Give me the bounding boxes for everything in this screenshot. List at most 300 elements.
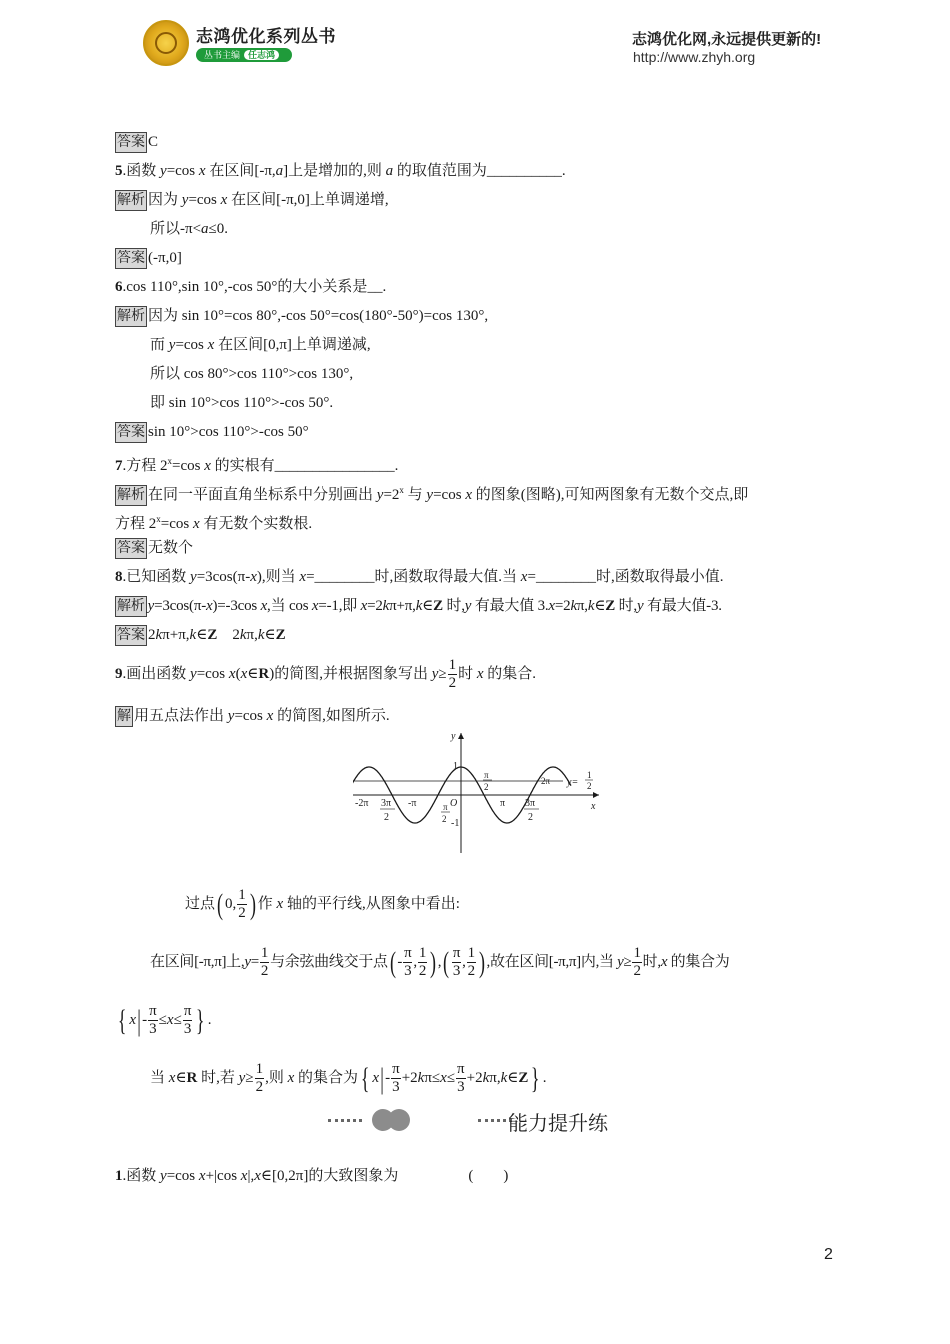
var-k: k xyxy=(189,627,197,643)
q5-analysis-text: 因为 xyxy=(148,192,182,208)
q7-text: .方程 2 xyxy=(122,458,168,474)
q6-number: 6 xyxy=(115,279,123,295)
numerator: 1 xyxy=(633,945,641,962)
var-k: k xyxy=(417,1070,425,1086)
q7-text: 的实根有 xyxy=(210,458,275,474)
q9-text: ≥ xyxy=(438,666,447,682)
q9-solution-text: ∈ xyxy=(175,1070,187,1086)
dots-decoration xyxy=(328,1119,362,1122)
q7-analysis-text: 有无数个实数根. xyxy=(199,516,313,532)
numerator: π xyxy=(452,945,461,962)
x-tick-neg-pi-over-2-num: π xyxy=(443,802,448,812)
x-tick-neg-pi: -π xyxy=(408,798,417,809)
q9-solution-text: ,则 xyxy=(265,1070,288,1086)
brace-right: } xyxy=(531,1061,540,1095)
y-axis-arrow-icon xyxy=(458,733,464,739)
q7-number: 7 xyxy=(115,458,123,474)
superscript-x: x xyxy=(167,456,173,466)
q8-analysis-text: π, xyxy=(576,598,588,614)
document-body xyxy=(115,128,835,1107)
q9-solution-text: 与余弦曲线交于点 xyxy=(270,954,388,970)
q5-analysis-text: =cos xyxy=(188,192,221,208)
var-y: y xyxy=(168,337,176,353)
q8-analysis-text: )=-3cos xyxy=(212,598,261,614)
q9-text: ( xyxy=(235,666,241,682)
numerator: 1 xyxy=(418,945,427,962)
q7-analysis-line xyxy=(115,505,835,534)
denominator: 2 xyxy=(633,963,641,980)
q9-solution-text: +2 xyxy=(401,1070,418,1086)
x-tick-den: 2 xyxy=(484,782,489,792)
dots-decoration xyxy=(478,1119,512,1122)
page-number: 2 xyxy=(824,1246,833,1263)
var-k: k xyxy=(155,627,163,643)
var-y: y xyxy=(181,192,189,208)
q9-text: 时 xyxy=(458,666,477,682)
p1-text: .函数 xyxy=(122,1168,161,1184)
q7-analysis-text: 在同一平面直角坐标系中分别画出 xyxy=(148,487,377,503)
q8-analysis-text: 有最大值-3. xyxy=(643,598,722,614)
var-x: x xyxy=(129,1012,137,1028)
superscript-x: x xyxy=(399,485,404,495)
site-url[interactable]: http://www.zhyh.org xyxy=(633,49,756,65)
answer-tag: 答案 xyxy=(115,538,147,559)
var-x: x xyxy=(476,666,484,682)
minus-sign: - xyxy=(385,1070,391,1086)
q9-solution-text: 在区间[-π,π]上, xyxy=(150,954,245,970)
set-Z: Z xyxy=(518,1070,529,1086)
q9-solution-text: = xyxy=(250,954,259,970)
q9-solution-text: 轴的平行线,从图象中看出: xyxy=(283,896,460,912)
q9-solution-text: 的简图,如图所示. xyxy=(273,708,390,724)
paren-right: ) xyxy=(429,945,436,979)
line-label-den: 2 xyxy=(587,781,592,791)
q9-solution-text: 时, xyxy=(642,954,661,970)
var-x: x xyxy=(372,1070,380,1086)
y-tick-one: 1 xyxy=(453,761,458,772)
denominator: 2 xyxy=(260,963,269,980)
leq-sign: ≤ xyxy=(158,1012,167,1028)
q9-text: =cos xyxy=(196,666,229,682)
circle-decoration-icon xyxy=(388,1109,410,1131)
paren-left: ( xyxy=(217,887,224,921)
answer-tag: 答案 xyxy=(115,625,147,646)
q5-answer-line xyxy=(115,244,835,273)
q9-solution-text: ∈ xyxy=(507,1070,519,1086)
x-tick-3pi-over-2-num: 3π xyxy=(525,798,536,809)
q9-solution-line xyxy=(115,933,835,991)
q6-analysis-line xyxy=(115,389,835,418)
brace-left: { xyxy=(117,1003,127,1037)
section-title: 能力提升练 xyxy=(508,1111,608,1135)
q8-answer: 2 xyxy=(217,627,240,643)
q9-solution-line xyxy=(115,1049,835,1107)
cosine-graph xyxy=(353,731,603,859)
origin-label: O xyxy=(450,798,458,809)
q9-solution-text: ≥ xyxy=(623,954,632,970)
var-x: x xyxy=(240,1168,248,1184)
q5-text: 的取值范围为 xyxy=(393,163,487,179)
y-axis-label: y xyxy=(451,731,456,742)
q8-analysis-text: =2 xyxy=(554,598,571,614)
q7-text: =cos xyxy=(172,458,205,474)
var-x: x xyxy=(520,569,528,585)
q6-analysis-line xyxy=(115,360,835,389)
var-y: y xyxy=(431,666,439,682)
q9-solution-text: 时,若 xyxy=(197,1070,239,1086)
q9-solution-line xyxy=(115,875,835,933)
q8-analysis-line xyxy=(115,592,835,621)
q8-analysis-text: ,当 cos xyxy=(267,598,312,614)
q8-text: .已知函数 xyxy=(122,569,191,585)
var-y: y xyxy=(636,598,644,614)
q9-solution-text: ≤ xyxy=(446,1070,456,1086)
q9-solution-line xyxy=(115,702,835,731)
denominator: 3 xyxy=(404,963,412,980)
p1-text: +|cos xyxy=(205,1168,241,1184)
q8-text: =3cos(π- xyxy=(196,569,251,585)
fraction-pi-over-3 xyxy=(452,945,461,980)
q5-number: 5 xyxy=(115,163,123,179)
x-tick-pi-over-2-num: π xyxy=(484,770,489,780)
q6-analysis-line xyxy=(115,302,835,331)
var-y: y xyxy=(376,487,384,503)
var-k: k xyxy=(415,598,423,614)
q8-analysis-text: =2 xyxy=(367,598,383,614)
line-label: y= xyxy=(567,777,579,788)
var-x: x xyxy=(198,163,206,179)
q8-answer: π, xyxy=(246,627,258,643)
page-header xyxy=(0,0,950,80)
q9-solution-text: 的集合为 xyxy=(667,954,730,970)
q9-solution-text: 的集合为 xyxy=(294,1070,359,1086)
var-k: k xyxy=(500,1070,508,1086)
paren-left: ( xyxy=(443,945,449,979)
q9-solution-text: , xyxy=(232,896,237,912)
q8-answer: ∈ xyxy=(264,627,276,643)
q7-blank: ________________ xyxy=(274,458,395,474)
q8-answer-line xyxy=(115,621,835,650)
q9-solution-set-line xyxy=(115,991,835,1049)
denominator: 2 xyxy=(238,905,246,922)
q5-blank: __________ xyxy=(486,163,562,179)
q5-answer: (-π,0] xyxy=(148,250,182,266)
analysis-tag: 解析 xyxy=(115,190,147,211)
var-x: x xyxy=(254,1168,261,1184)
q4-answer-line xyxy=(115,128,835,157)
var-k: k xyxy=(482,1070,490,1086)
comma: , xyxy=(413,954,417,970)
var-k: k xyxy=(570,598,577,614)
var-x: x xyxy=(250,569,257,585)
var-a: a xyxy=(201,221,209,237)
q7-analysis-text: =cos xyxy=(160,516,193,532)
q5-analysis-line xyxy=(115,215,835,244)
chief-editor-badge xyxy=(196,48,292,62)
var-y: y xyxy=(244,954,251,970)
q8-analysis-text: 时, xyxy=(615,598,637,614)
q7-analysis-text: =2 xyxy=(383,487,400,503)
set-R: R xyxy=(258,666,270,682)
fraction-one-half xyxy=(418,945,427,980)
q8-analysis-text: =3cos(π- xyxy=(154,598,206,614)
fraction-pi-over-3 xyxy=(183,1003,193,1038)
series-logo-icon xyxy=(143,20,189,66)
q9-solution-text: 作 xyxy=(257,896,277,912)
denominator: 3 xyxy=(149,1021,157,1038)
set-R: R xyxy=(186,1070,198,1086)
var-k: k xyxy=(587,598,595,614)
p1-text: =cos xyxy=(166,1168,199,1184)
q8-analysis-text: π+π, xyxy=(389,598,416,614)
q6-text: .cos 110°,sin 10°,-cos 50°的大小关系是 xyxy=(122,279,368,295)
series-title: 志鸿优化系列丛书 xyxy=(196,27,336,46)
q9-solution-text: +2 xyxy=(466,1070,483,1086)
p1-question xyxy=(115,1162,508,1191)
chief-editor-name: 任志鸿 xyxy=(244,50,279,60)
q7-answer-line xyxy=(115,534,835,563)
q5-analysis-text: 在区间[-π,0]上单调递增, xyxy=(227,192,389,208)
answer-tag: 答案 xyxy=(115,132,147,153)
q6-analysis-text: 而 xyxy=(150,337,169,353)
numerator: π xyxy=(149,1003,157,1020)
x-tick-neg-3pi-over-2-num: 3π xyxy=(381,798,392,809)
period: . xyxy=(207,1012,212,1028)
q5-analysis-text: 所以-π< xyxy=(150,221,202,237)
fraction-pi-over-3 xyxy=(391,1061,401,1096)
q9-solution-text: ≥ xyxy=(245,1070,254,1086)
var-x: x xyxy=(465,487,472,503)
denominator: 3 xyxy=(452,963,461,980)
var-k: k xyxy=(382,598,390,614)
q8-blank-min: ________ xyxy=(535,569,596,585)
var-y: y xyxy=(617,954,624,970)
paren-left: ( xyxy=(389,945,396,979)
leq-sign: ≤ xyxy=(173,1012,182,1028)
p1-text: ∈[0,2π]的大致图象为 xyxy=(260,1168,399,1184)
q6-analysis-text: 所以 cos 80°>cos 110°>cos 130°, xyxy=(150,366,354,382)
numerator: 1 xyxy=(448,657,457,674)
q4-answer: C xyxy=(148,134,159,150)
fraction-one-half xyxy=(260,945,269,980)
q8-answer: ∈ xyxy=(196,627,208,643)
var-a: a xyxy=(385,163,394,179)
var-x: x xyxy=(260,598,268,614)
q8-blank-max: ________ xyxy=(314,569,375,585)
set-divider: | xyxy=(137,1003,141,1037)
var-x: x xyxy=(660,954,668,970)
q9-solution-text: ,故在区间[-π,π]内,当 xyxy=(486,954,618,970)
superscript-x: x xyxy=(156,514,161,524)
numerator: 1 xyxy=(238,887,246,904)
set-Z: Z xyxy=(207,627,218,643)
analysis-tag: 解析 xyxy=(115,485,147,506)
q9-question xyxy=(115,650,835,698)
var-x: x xyxy=(240,666,248,682)
q8-text: ),则当 xyxy=(256,569,300,585)
q6-analysis-line xyxy=(115,331,835,360)
q7-analysis-text: 的图象(图略),可知两图象有无数个交点,即 xyxy=(471,487,749,503)
p1-text: |, xyxy=(247,1168,255,1184)
q8-text: = xyxy=(527,569,536,585)
numerator: 1 xyxy=(260,945,269,962)
q7-question xyxy=(115,447,835,476)
set-Z: Z xyxy=(605,598,616,614)
paren-right: ) xyxy=(249,887,256,921)
p1-choice-bracket: ( ) xyxy=(468,1168,509,1184)
var-y: y xyxy=(238,1070,246,1086)
set-Z: Z xyxy=(433,598,443,614)
var-x: x xyxy=(440,1070,447,1086)
q5-text: . xyxy=(561,163,566,179)
q8-analysis-text: 有最大值 3. xyxy=(471,598,549,614)
minus-sign: - xyxy=(142,1012,148,1028)
q8-analysis-text: ∈ xyxy=(594,598,606,614)
cosine-graph-figure xyxy=(115,731,835,867)
var-y: y xyxy=(190,666,197,682)
section-divider xyxy=(328,1103,628,1139)
q5-question xyxy=(115,157,835,186)
x-tick-den: 2 xyxy=(384,812,389,823)
denominator: 3 xyxy=(457,1079,465,1096)
q9-solution-text: 过点 xyxy=(185,896,216,912)
analysis-tag: 解析 xyxy=(115,306,147,327)
q7-text: . xyxy=(394,458,399,474)
var-y: y xyxy=(160,163,167,179)
q5-text: =cos xyxy=(166,163,199,179)
q6-analysis-text: =cos xyxy=(175,337,208,353)
var-x: x xyxy=(220,192,228,208)
fraction-one-half xyxy=(467,945,476,980)
q9-solution-text: π, xyxy=(489,1070,501,1086)
paren-right: ) xyxy=(478,945,485,979)
q6-answer: sin 10°>cos 110°>-cos 50° xyxy=(148,424,309,440)
var-x: x xyxy=(548,598,555,614)
q9-solution-text: 用五点法作出 xyxy=(134,708,228,724)
x-tick-pi: π xyxy=(500,798,506,809)
var-x: x xyxy=(299,569,307,585)
fraction-one-half xyxy=(448,657,458,692)
denominator: 2 xyxy=(448,675,457,692)
q6-blank: __ xyxy=(367,279,383,295)
var-y: y xyxy=(464,598,472,614)
q5-text: .函数 xyxy=(122,163,161,179)
q5-analysis-line xyxy=(115,186,835,215)
var-x: x xyxy=(228,666,236,682)
denominator: 2 xyxy=(255,1079,264,1096)
var-x: x xyxy=(206,598,213,614)
q5-text: ]上是增加的,则 xyxy=(283,163,386,179)
q8-answer: π+π, xyxy=(162,627,190,643)
q9-solution-text: 当 xyxy=(150,1070,169,1086)
var-y: y xyxy=(190,569,197,585)
q9-solution-text: π≤ xyxy=(424,1070,441,1086)
numerator: 1 xyxy=(467,945,475,962)
x-tick-den: 2 xyxy=(442,814,447,824)
x-axis-label: x xyxy=(591,801,596,812)
q8-answer: 2 xyxy=(148,627,156,643)
q8-text: 时,函数取得最大值.当 xyxy=(374,569,521,585)
var-y: y xyxy=(160,1168,167,1184)
fraction-one-half xyxy=(237,887,247,922)
fraction-one-half xyxy=(632,945,641,980)
q7-analysis-text: 方程 2 xyxy=(115,516,157,532)
q7-analysis-text: 与 xyxy=(403,487,427,503)
brace-right: } xyxy=(196,1003,205,1037)
q9-solution-text: 0 xyxy=(225,896,233,912)
numerator: π xyxy=(392,1061,400,1078)
q8-analysis-text: =-1,即 xyxy=(318,598,361,614)
fraction-pi-over-3 xyxy=(456,1061,466,1096)
chief-editor-label: 丛书主编 xyxy=(204,50,241,60)
q6-analysis-text: 因为 sin 10°=cos 80°,-cos 50°=cos(180°-50°)=cos 130°, xyxy=(148,308,489,324)
q7-answer: 无数个 xyxy=(148,540,194,556)
brace-left: { xyxy=(360,1061,370,1095)
set-divider: | xyxy=(380,1061,384,1095)
var-x: x xyxy=(168,1070,176,1086)
var-x: x xyxy=(204,458,211,474)
site-slogan: 志鸿优化网,永远提供更新的! xyxy=(632,31,822,48)
q8-text: 时,函数取得最小值. xyxy=(595,569,724,585)
answer-tag: 答案 xyxy=(115,422,147,443)
q6-analysis-text: 即 sin 10°>cos 110°>-cos 50°. xyxy=(150,395,334,411)
q7-analysis-text: =cos xyxy=(433,487,466,503)
comma: , xyxy=(437,954,442,970)
q6-analysis-text: 在区间[0,π]上单调递减, xyxy=(214,337,371,353)
comma: , xyxy=(462,954,466,970)
minus-sign: - xyxy=(397,954,403,970)
q6-answer-line xyxy=(115,418,835,447)
var-x: x xyxy=(207,337,215,353)
y-tick-neg-one: -1 xyxy=(451,818,460,829)
var-x: x xyxy=(266,708,274,724)
fraction-one-half xyxy=(255,1061,265,1096)
q5-text: 在区间[-π, xyxy=(205,163,276,179)
fraction-pi-over-3 xyxy=(403,945,412,980)
x-tick-2pi: 2π xyxy=(541,776,551,786)
var-x: x xyxy=(192,516,200,532)
q5-analysis-text: ≤0. xyxy=(208,221,229,237)
q9-solution-text: =cos xyxy=(234,708,267,724)
denominator: 3 xyxy=(183,1021,192,1038)
q7-analysis-line xyxy=(115,476,835,505)
q8-text: = xyxy=(306,569,315,585)
q9-text: .画出函数 xyxy=(122,666,191,682)
denominator: 2 xyxy=(467,963,475,980)
fraction-pi-over-3 xyxy=(148,1003,158,1038)
var-x: x xyxy=(276,896,284,912)
var-y: y xyxy=(426,487,434,503)
p1-number: 1 xyxy=(115,1168,123,1184)
var-x: x xyxy=(311,598,319,614)
x-axis-arrow-icon xyxy=(593,792,599,798)
q8-number: 8 xyxy=(115,569,123,585)
numerator: π xyxy=(404,945,412,962)
denominator: 3 xyxy=(392,1079,400,1096)
q9-text: 的集合. xyxy=(483,666,537,682)
var-x: x xyxy=(360,598,368,614)
numerator: 1 xyxy=(255,1061,264,1078)
var-k: k xyxy=(239,627,247,643)
q9-text: )的简图,并根据图象写出 xyxy=(269,666,432,682)
q8-question xyxy=(115,563,835,592)
var-y: y xyxy=(147,598,155,614)
q9-number: 9 xyxy=(115,666,123,682)
var-x: x xyxy=(198,1168,206,1184)
q9-text: ∈ xyxy=(247,666,259,682)
line-label-num: 1 xyxy=(587,770,592,780)
answer-tag: 答案 xyxy=(115,248,147,269)
